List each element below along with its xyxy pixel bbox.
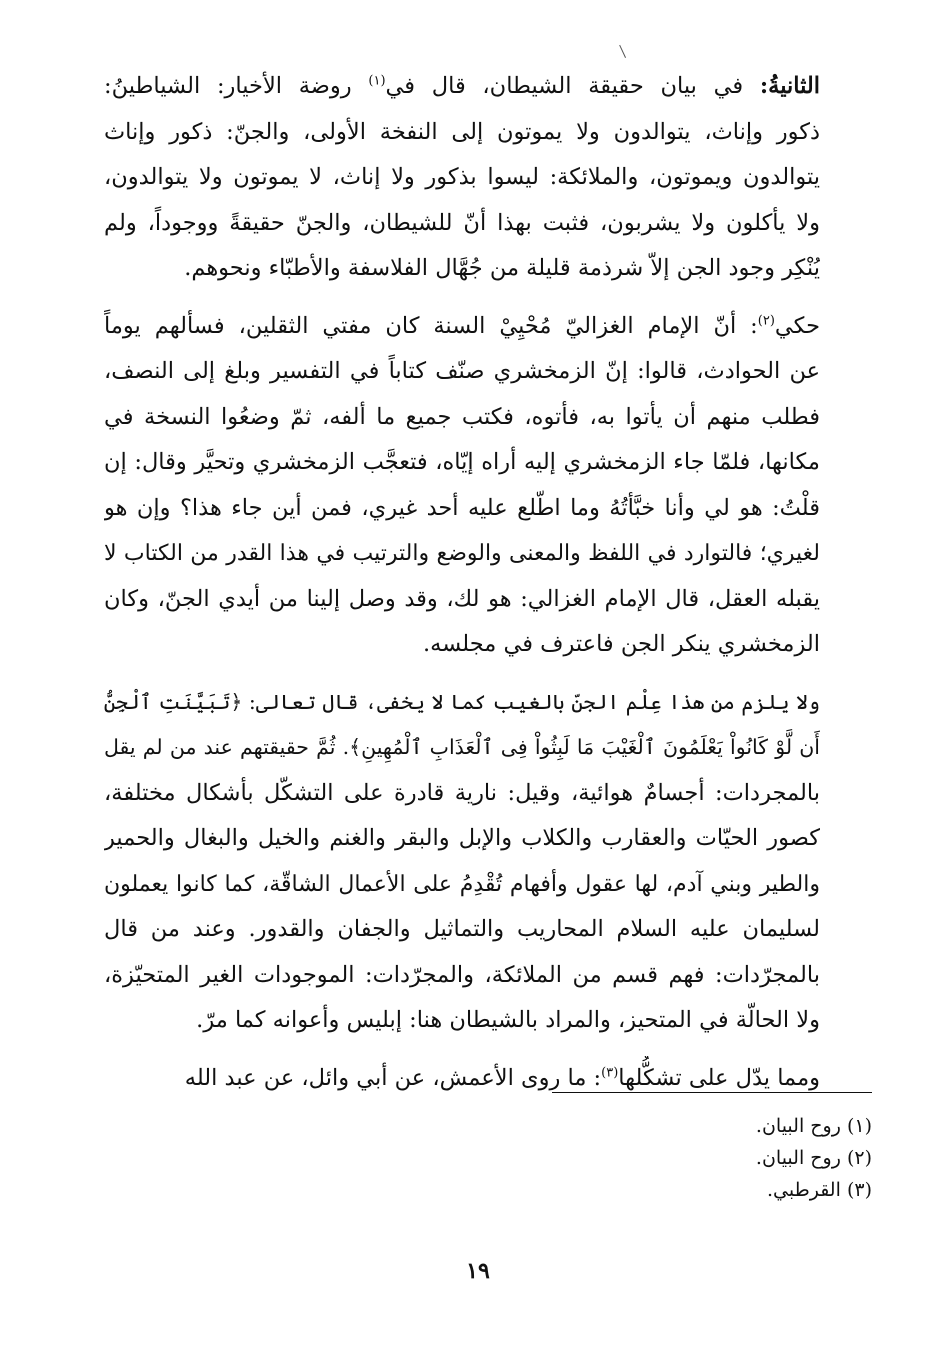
footnote-item [552, 1110, 872, 1142]
line-text: الزمخشري ينكر الجن فاعترف في مجلسه. [423, 631, 820, 657]
footnote-text: روح البيان. [755, 1147, 841, 1169]
paragraph-p2 [104, 304, 820, 668]
page-number: ١٩ [466, 1258, 490, 1284]
line-text-rest: روضة الأخيار: الشياطينُ: [104, 73, 369, 99]
text-line [104, 816, 820, 862]
footnote-text: روح البيان. [755, 1115, 841, 1137]
line-text: عن الحوادث، قالوا: إنّ الزمخشري صنّف كتاباً في التفسير وبلغ إلى النصف، [104, 358, 820, 384]
line-text: قلْتُ: هو لي وأنا خبَّأتُهُ وما اطّلع عليه أحد غيري، فمن أين جاء هذا؟ وإن هو [104, 494, 820, 521]
text-line [104, 531, 820, 577]
footnote-ref[interactable]: (٣) [601, 1065, 619, 1080]
text-line [104, 155, 820, 201]
text-line [104, 246, 820, 292]
text-line [104, 110, 820, 156]
text-line [104, 725, 820, 771]
line-text: ذكور وإناث، يتوالدون ولا يموتون إلى النفخة الأولى، والجنّ: ذكور وإناث [104, 118, 820, 145]
text-line [104, 622, 820, 668]
line-text: والطير وبني آدم، لها عقول وأفهام تُقْدِمُ على الأعمال الشاقّة، كما كانوا يعملون [104, 871, 820, 897]
line-text: يقبله العقل، قال الإمام الغزالي: هو لك، وقد وصل إلينا من أيدي الجنّ، وكان [104, 585, 820, 612]
text-line [104, 64, 820, 110]
line-text: ولا يأكلون ولا يشربون، فثبت بهذا أنّ للشيطان، والجنّ حقيقةً ووجوداً، ولم [104, 209, 820, 236]
text-line [104, 680, 820, 726]
footnotes [552, 1110, 872, 1206]
line-text-rest: : ما روى الأعمش، عن أبي وائل، عن عبد الله [184, 1064, 602, 1091]
section-lead: الثانيةُ: [759, 73, 820, 99]
footnote-ref[interactable]: (٢) [757, 313, 775, 328]
scan-speck [619, 44, 628, 58]
line-text: في بيان حقيقة الشيطان، قال في [385, 73, 760, 99]
paragraph-p4 [104, 1056, 820, 1102]
text-line [104, 907, 820, 953]
paragraph-p1 [104, 64, 820, 292]
text-line [104, 486, 820, 532]
line-text: ولا الحالّة في المتحيز، والمراد بالشيطان هنا: إبليس وأعوانه كما مرّ. [196, 1007, 820, 1033]
footnote-number: (٢) [846, 1147, 872, 1169]
text-line [104, 577, 820, 623]
footnote-ref[interactable]: (١) [368, 73, 386, 89]
footnote-item [552, 1174, 872, 1206]
line-text: بالمجردات: أجسامٌ هوائية، وقيل: نارية قادرة على التشكّل بأشكال مختلفة، [104, 779, 820, 806]
text-line [104, 395, 820, 441]
text-line [104, 201, 820, 247]
text-line [104, 771, 820, 817]
text-line [104, 349, 820, 395]
footnote-separator [552, 1092, 872, 1093]
line-text: مكانها، فلمّا جاء الزمخشري إليه أراه إيّاه، فتعجَّب الزمخشري وتحيَّر وقال: إن [104, 449, 820, 475]
footnote-number: (٣) [846, 1179, 872, 1201]
main-text [104, 64, 820, 1113]
line-text: لغيري؛ فالتوارد في اللفظ والمعنى والوضع والترتيب في هذا القدر من الكتاب لا [104, 541, 820, 566]
text-line [104, 1056, 820, 1102]
footnote-text: القرطبي. [766, 1179, 841, 1201]
text-line [104, 953, 820, 999]
line-text: بالمجرّدات: فهم قسم من الملائكة، والمجرّدات: الموجودات الغير المتحيّزة، [104, 961, 820, 988]
footnote-number: (١) [846, 1115, 872, 1137]
line-text: فطلب منهم أن يأتوا به، فأتوه، فكتب جميع ما ألفه، ثمّ وضعُوا النسخة في [104, 403, 820, 430]
line-text: حكي [774, 312, 820, 339]
line-text: كصور الحيّات والعقارب والكلاب والإبل والبقر والغنم والخيل والبغال والحمير [104, 825, 820, 851]
line-text-rest: : أنّ الإمام الغزاليّ مُحْيِيْ السنة كان مفتي الثقلين، فسألهم يوماً [104, 312, 758, 339]
line-text: يُنْكِر وجود الجن إلاّ شرذمة قليلة من جُهَّال الفلاسفة والأطبّاء ونحوهم. [184, 255, 820, 281]
line-text: أَن لَّوْ كَانُواْ يَعْلَمُونَ ٱلْغَيْبَ مَا لَبِثُواْ فِى ٱلْعَذَابِ ٱلْمُهِينِ﴾. ثُمَّ حقيقتهم عند من لم يقل [104, 735, 820, 759]
line-text: يتوالدون ويموتون، والملائكة: ليسوا بذكور ولا إناث، لا يموتون ولا يتوالدون، [104, 164, 820, 190]
line-text: لسليمان عليه السلام المحاريب والتماثيل والجفان والقدور. وعند من قال [104, 916, 820, 942]
paragraph-p3 [104, 680, 820, 1044]
line-text: ومما يدّل على تشكُّلها [618, 1064, 820, 1091]
text-line [104, 304, 820, 350]
text-line [104, 440, 820, 486]
text-line [104, 998, 820, 1044]
line-text: ولا يلزم من هذا عِلْم الجنّ بالغيب كما لا يخفى، قال تعالى: ﴿تَبَيَّنَتِ ٱلْجِنُّ [104, 689, 820, 714]
footnote-item [552, 1142, 872, 1174]
text-line [104, 862, 820, 908]
